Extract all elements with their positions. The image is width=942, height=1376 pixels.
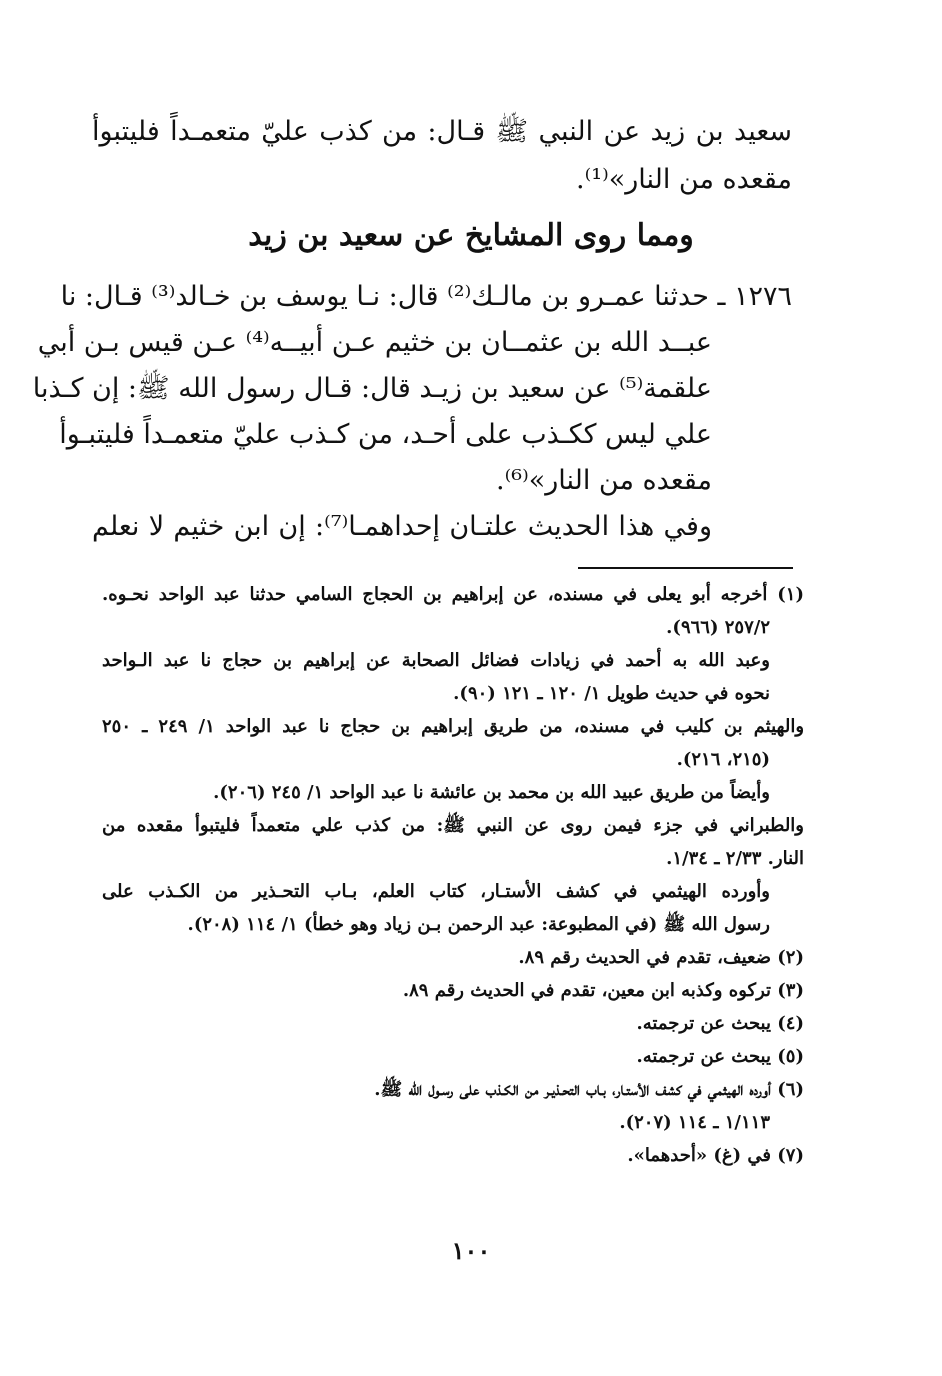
footnote-line: (٢) ضعيف، تقدم في الحديث رقم ٨٩. <box>518 947 804 968</box>
footnote-line: (٥) يبحث عن ترجمته. <box>636 1046 804 1067</box>
hadith-block <box>32 274 792 550</box>
footnote-line: رسول الله ﷺ (في المطبوعة: عبد الرحمن بـن زياد وهو خطأ) ١/ ١١٤ (٢٠٨). <box>187 914 770 935</box>
footnote-separator <box>578 567 793 569</box>
footnotes <box>102 578 804 1172</box>
footnote-line: وعبد الله به أحمد في زيادات فضائل الصحابة عن إبراهيم بن حجاج نا عبد الـواحد <box>102 650 770 671</box>
footnote-line: (٣) تركوه وكذبه ابن معين، تقدم في الحديث رقم ٨٩. <box>402 980 804 1001</box>
footnote-line: والهيثم بن كليب في مسنده، من طريق إبراهيم بن حجاج نا عبد الواحد ١/ ٢٤٩ ـ ٢٥٠ <box>102 716 805 737</box>
footnote-line: وأورده الهيثمي في كشف الأستـار، كتاب العلم، بـاب التحـذير من الكـذب على <box>102 881 770 902</box>
footnote-line: (٢١٥، ٢١٦). <box>676 749 770 770</box>
footnote-line: (٧) في (غ) «أحدهما». <box>627 1145 804 1166</box>
footnote-line: (١) أخرجه أبو يعلى في مسنده، عن إبراهيم بن الحجاج السامي حدثنا عبد الواحد نحـوه. <box>102 584 804 605</box>
hadith-line-6: وفي هذا الحديث علتـان إحداهمـا⁽⁷⁾: إن ابن خثيم لا نعلم <box>92 511 712 542</box>
footnote-line: ٢٥٧/٢ (٩٦٦). <box>666 617 770 638</box>
footnote-line: وأيضاً من طريق عبيد الله بن محمد بن عائشة نا عبد الواحد ١/ ٢٤٥ (٢٠٦). <box>213 782 770 803</box>
footnote-line: النار. ٢/٣٣ ـ ١/٣٤. <box>666 848 804 869</box>
hadith-line-1: ١٢٧٦ ـ حدثنا عمـرو بن مالـك⁽²⁾ قال: نـا يوسف بن خـالد⁽³⁾ قـال: نا <box>60 281 792 312</box>
top-text-block <box>92 108 792 204</box>
footnote-line: والطبراني في جزء فيمن روى عن النبي ﷺ: من كذب علي متعمداً فليتبوأ مقعده من <box>102 815 804 836</box>
page-number: ١٠٠ <box>451 1236 491 1265</box>
footnote-line: (٤) يبحث عن ترجمته. <box>636 1013 804 1034</box>
footnote-line: ١/١١٣ ـ ١١٤ (٢٠٧). <box>619 1112 770 1133</box>
section-heading: ومما روى المشايخ عن سعيد بن زيد <box>248 218 694 253</box>
hadith-line-2: عبــد الله بن عثمــان بن خثيم عـن أبيــه⁽⁴⁾ عـن قيس بـن أبي <box>37 327 712 358</box>
text-line: مقعده من النار»⁽¹⁾. <box>576 164 792 195</box>
hadith-line-5: مقعده من النار»⁽⁶⁾. <box>496 465 712 496</box>
footnote-line: نحوه في حديث طويل ١/ ١٢٠ ـ ١٢١ (٩٠). <box>453 683 770 704</box>
text-line: سعيد بن زيد عن النبي ﷺ قـال: من كذب عليّ متعمـداً فليتبوأ <box>92 116 792 147</box>
hadith-line-3: علقمة⁽⁵⁾ عن سعيد بن زيـد قال: قـال رسول الله ﷺ: إن كـذبا <box>32 373 712 404</box>
footnote-line: (٦) أورده الهيثمي في كشف الأستـار، بـاب التحـذيـر من الكـذب على رسـول الله ﷺ. <box>374 1079 804 1100</box>
hadith-line-4: علي ليس ككـذب على أحـد، من كـذب عليّ متعمـداً فليتبـوأ <box>59 419 712 450</box>
